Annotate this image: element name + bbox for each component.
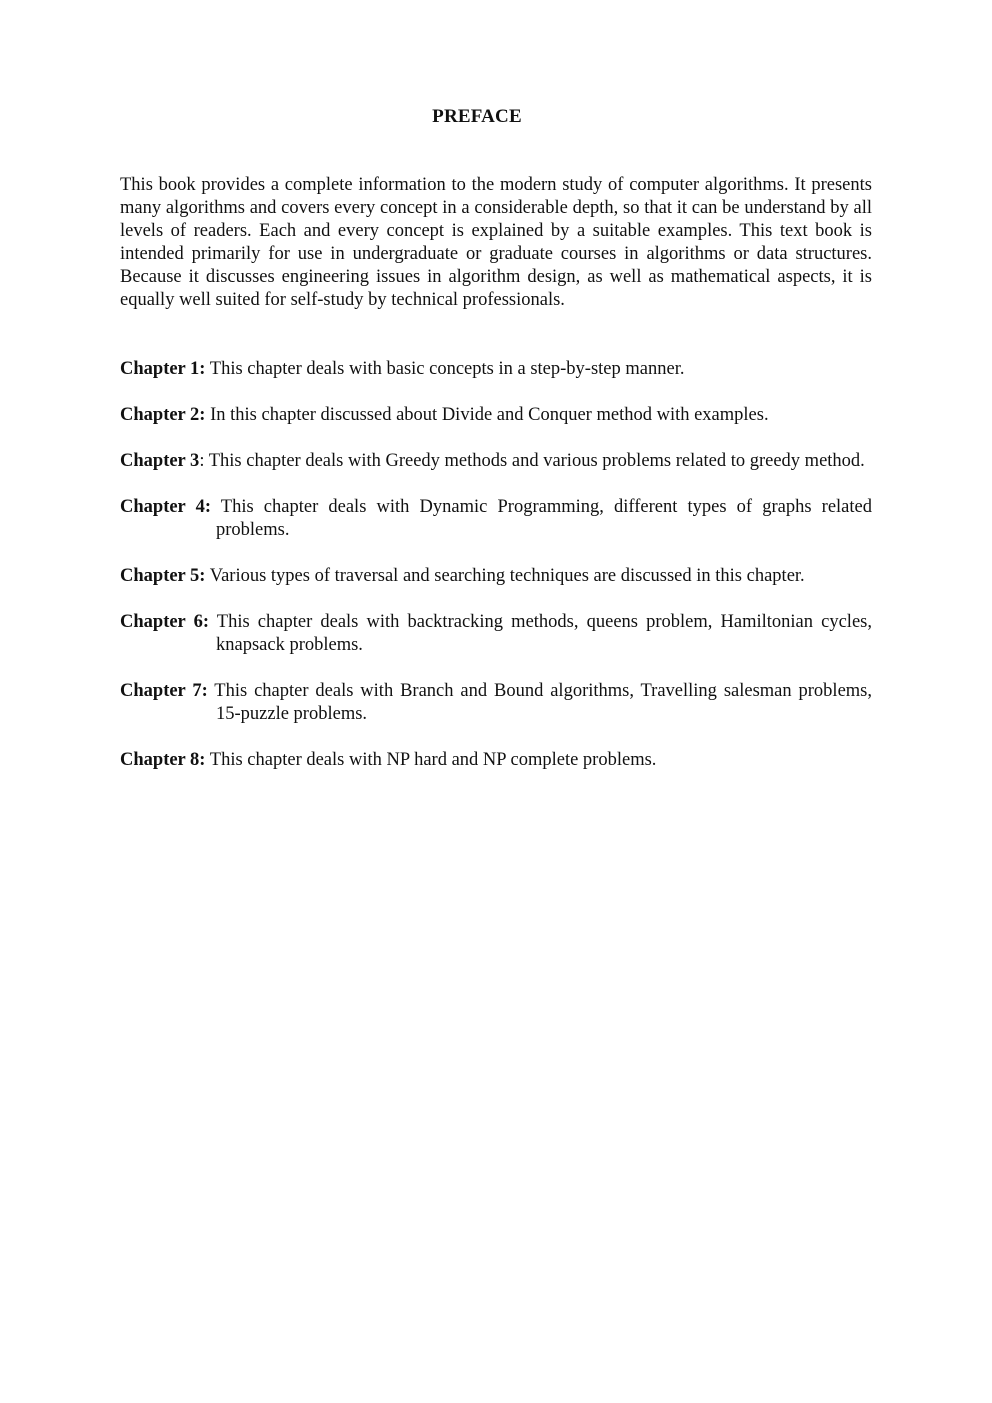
intro-paragraph: This book provides a complete information to the modern study of computer algorithms. It presents many algorithms and covers every concept in a considerable depth, so that it can be understand by all levels of readers. Each and every concept is explained by a suitable examples. This text book is intended primarily for use in undergraduate or graduate courses in algorithms or data structures. Because it discusses engineering issues in algorithm design, as well as mathematical aspects, it is equally well suited for self-study by technical professionals. (120, 175, 872, 310)
chapter-item (120, 450, 872, 473)
chapter-description: This chapter deals with Branch and Bound algorithms, Travelling salesman problems, 15-puzzle problems. (207, 681, 872, 724)
chapter-label: Chapter 5: (120, 566, 206, 586)
page-title: PREFACE (432, 106, 522, 127)
chapter-description: In this chapter discussed about Divide and Conquer method with examples. (205, 405, 769, 425)
chapter-description: Various types of traversal and searching techniques are discussed in this chapter. (205, 566, 805, 586)
chapter-description: This chapter deals with basic concepts in a step-by-step manner. (205, 359, 685, 379)
chapter-label: Chapter 8: (120, 750, 206, 770)
chapter-item (120, 611, 872, 657)
chapter-description: This chapter deals with Dynamic Programming, different types of graphs related problems. (210, 497, 872, 540)
chapter-label: Chapter 3 (120, 451, 200, 471)
chapter-item (120, 496, 872, 542)
chapter-label: Chapter 6: (120, 612, 209, 632)
chapter-label: Chapter 7: (120, 681, 208, 701)
chapter-item (120, 565, 872, 588)
chapter-description: This chapter deals with backtracking methods, queens problem, Hamiltonian cycles, knapsack problems. (208, 612, 872, 655)
chapter-item (120, 358, 872, 381)
chapter-label: Chapter 2: (120, 405, 206, 425)
chapter-description: : This chapter deals with Greedy methods and various problems related to greedy method. (199, 451, 865, 471)
chapter-item (120, 749, 872, 772)
chapter-item (120, 404, 872, 427)
chapter-label: Chapter 1: (120, 359, 206, 379)
chapter-item (120, 680, 872, 726)
chapter-description: This chapter deals with NP hard and NP complete problems. (205, 750, 657, 770)
chapter-label: Chapter 4: (120, 497, 211, 517)
chapter-list (120, 358, 872, 795)
